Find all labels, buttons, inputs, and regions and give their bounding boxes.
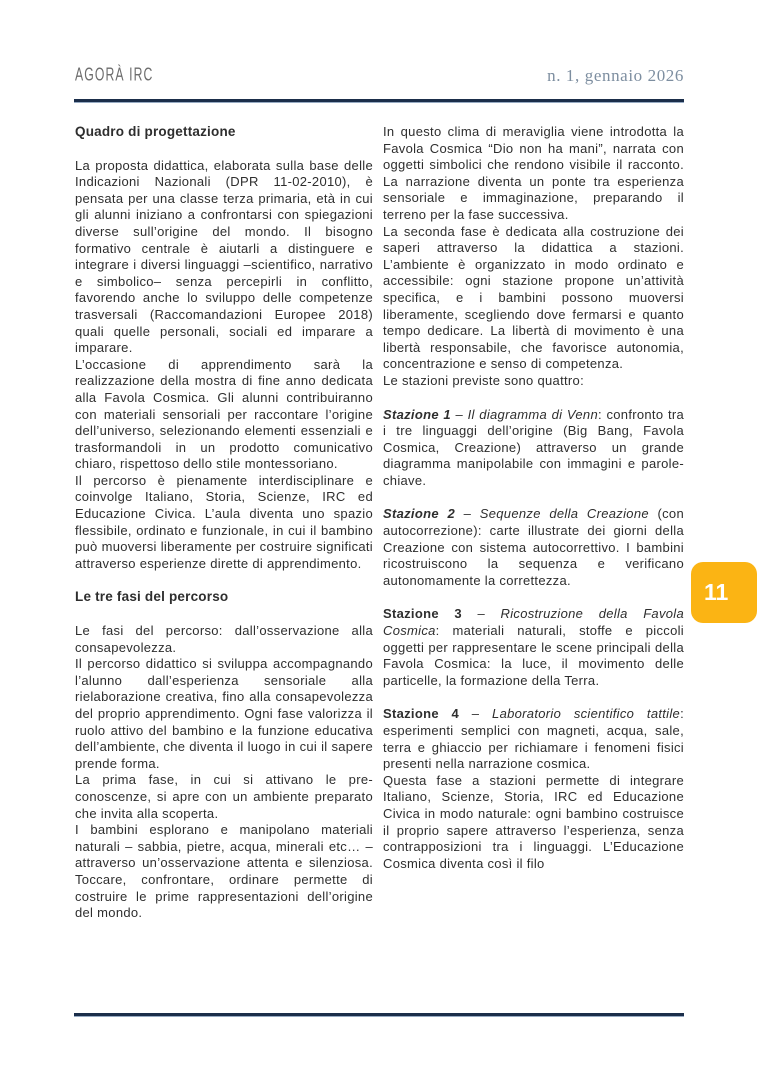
- section-heading-fasi: Le tre fasi del percorso: [75, 589, 229, 605]
- right-column: [383, 124, 684, 1010]
- page-number: 11: [704, 579, 729, 605]
- paragraph-seconda-fase: La seconda fase è dedicata alla costruzione dei saperi attraverso la didattica a stazioni. L’ambiente è organizzato in modo ordinato e accessibile: ogni stazione propone un’attività specifica, e i bambini possono muoversi liberamente, scegliendo dove fermarsi e quanto tempo dedicare. La libertà di movimento è una libertà responsabile, che favorisce autonomia, concentrazione e senso di competenza.: [383, 223, 684, 372]
- station-1-paragraph: [383, 407, 684, 490]
- paragraph-occasione: L’occasione di apprendimento sarà la realizzazione della mostra di fine anno dedicata alla Favola Cosmica. Gli alunni contribuiranno con materiali sensoriali per raccontare l’origine dell’universo, selezionando elementi essenziali e trasformandoli in un prodotto comunicativo chiaro, rispettoso dello stile montessoriano.: [75, 356, 373, 472]
- station-3-title: Ricostruzione della Favola Cosmica: [383, 606, 684, 639]
- station-1-title: Il diagramma di Venn: [467, 406, 598, 422]
- paragraph-stazioni-intro: Le stazioni previste sono quattro:: [383, 372, 584, 388]
- station-2-description: (con autocorrezione): carte illustrate dei giorni della Creazione con sistema autocorrettivo. I bambini ricostruiscono la sequenza e verificano autonomamente la correttezza.: [383, 506, 684, 588]
- station-4-label: Stazione 4: [383, 706, 460, 722]
- paragraph-fasi-intro: Le fasi del percorso: dall’osservazione alla consapevolezza.: [75, 623, 373, 655]
- article-body: [75, 124, 684, 1010]
- paragraph-bambini-esplorano: I bambini esplorano e manipolano materiali naturali – sabbia, pietre, acqua, minerali etc… – attraverso un’osservazione attenta e silenziosa. Toccare, confrontare, ordinare permette di costruire le prime rappresentazioni dell’origine del mondo.: [75, 822, 373, 921]
- section-heading-quadro: Quadro di progettazione: [75, 124, 236, 139]
- paragraph-proposta: La proposta didattica, elaborata sulla base delle Indicazioni Nazionali (DPR 11-02-2010), è pensata per una classe terza primaria, età in cui gli alunni iniziano a confrontarsi con spiegazioni diverse sull’origine del mondo. Il bisogno formativo centrale è aiutarli a distinguere e integrare i diversi linguaggi –scientifico, narrativo e simbolico– senza percepirli in conflitto, favorendo anche lo sviluppo delle competenze trasversali (Raccomandazioni Europee 2018) quali quelle personali, sociali ed imparare a imparare.: [75, 157, 373, 356]
- issue-date-label: n. 1, gennaio 2026: [547, 66, 684, 85]
- station-1-label: Stazione 1: [383, 406, 451, 422]
- station-2-paragraph: [383, 506, 684, 589]
- station-1-separator: –: [450, 406, 468, 422]
- station-3-description: : materiali naturali, stoffe e piccoli oggetti per rappresentare le scene principali della Favola Cosmica: la luce, il movimento delle particelle, la formazione della Terra.: [383, 623, 684, 688]
- station-3-paragraph: [383, 606, 684, 689]
- station-2-label: Stazione 2: [383, 506, 456, 522]
- bottom-divider: [74, 1013, 684, 1016]
- left-column: [75, 124, 373, 1010]
- station-2-separator: –: [455, 506, 480, 522]
- brand-title: AGORÀ IRC: [75, 64, 154, 85]
- paragraph-favola-cosmica: In questo clima di meraviglia viene introdotta la Favola Cosmica “Dio non ha mani”, narrata con oggetti simbolici che rendono visibile il racconto. La narrazione diventa un ponte tra esperienza sensoriale e immaginazione, preparando il terreno per la fase successiva.: [383, 124, 684, 222]
- station-2-title: Sequenze della Creazione: [479, 506, 649, 522]
- station-3-separator: –: [461, 606, 501, 622]
- page-number-badge: [691, 562, 757, 623]
- top-divider: [74, 99, 684, 102]
- station-4-paragraph: [383, 706, 684, 772]
- paragraph-prima-fase: La prima fase, in cui si attivano le pre-conoscenze, si apre con un ambiente preparato che invita alla scoperta.: [75, 772, 373, 821]
- paragraph-percorso-didattico: Il percorso didattico si sviluppa accompagnando l’alunno dall’esperienza sensoriale alla rielaborazione creativa, fino alla consapevolezza del proprio apprendimento. Ogni fase valorizza il ruolo attivo del bambino e la funzione educativa dell’ambiente, che diventa il luogo in cui il sapere prende forma.: [75, 656, 373, 771]
- station-4-description: : esperimenti semplici con magneti, acqua, sale, terra e ghiaccio per richiamare i fenomeni fisici presenti nella narrazione cosmica.: [383, 706, 684, 772]
- station-3-label: Stazione 3: [383, 606, 462, 622]
- paragraph-percorso-interdisciplinare: Il percorso è pienamente interdisciplinare e coinvolge Italiano, Storia, Scienze, IRC ed Educazione Civica. L’aula diventa uno spazio flessibile, ordinato e funzionale, in cui il bambino può muoversi liberamente per costruire significati attraverso esperienze dirette di apprendimento.: [75, 472, 373, 571]
- station-1-description: : confronto tra i tre linguaggi dell’origine (Big Bang, Favola Cosmica, Creazione) attraverso un grande diagramma manipolabile con immagini e parole-chiave.: [383, 406, 684, 488]
- station-4-separator: –: [459, 706, 493, 722]
- page-header: [75, 66, 684, 86]
- paragraph-fase-stazioni-chiusura: Questa fase a stazioni permette di integrare Italiano, Scienze, Storia, IRC ed Educazione Civica in modo naturale: ogni bambino costruisce il proprio sapere attraverso l’esperienza, senza contrapposizioni tra i linguaggi. L’Educazione Cosmica diventa così il filo: [383, 772, 684, 871]
- station-4-title: Laboratorio scientifico tattile: [492, 706, 681, 722]
